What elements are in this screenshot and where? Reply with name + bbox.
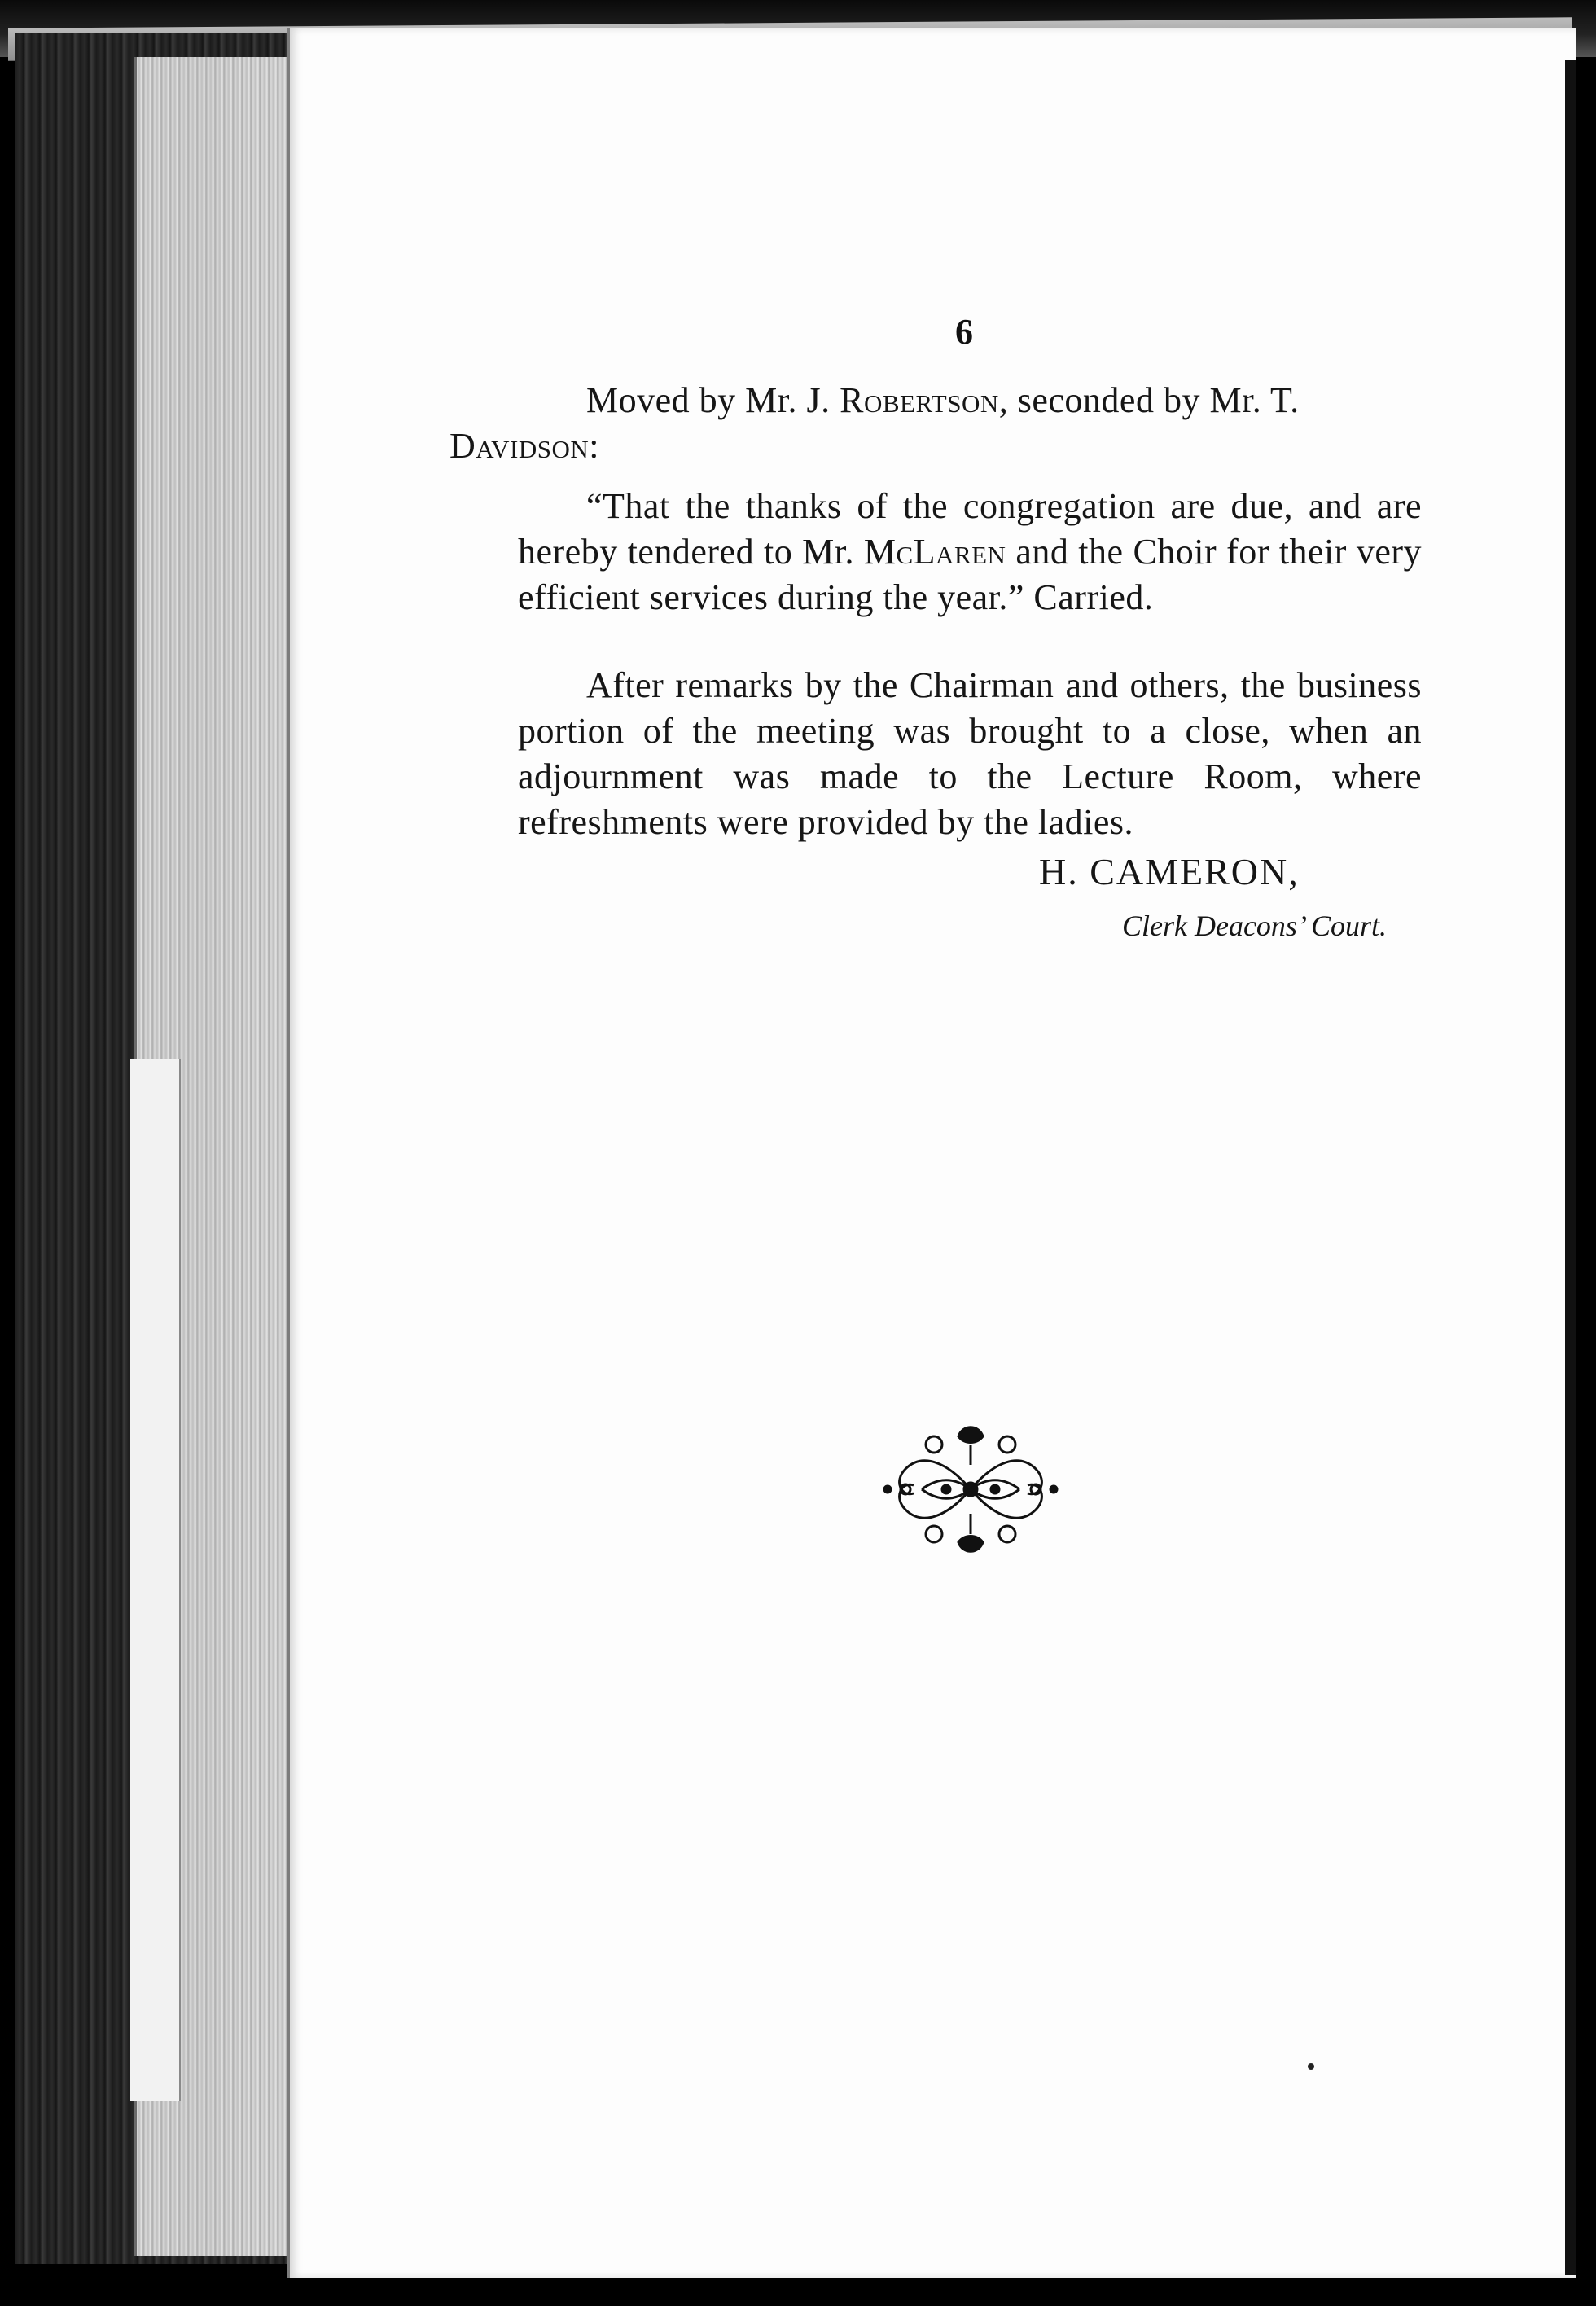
fleuron-ornament-icon bbox=[873, 1420, 1068, 1559]
motion-paragraph bbox=[449, 378, 1422, 469]
resolution-paragraph bbox=[518, 484, 1422, 620]
resolution-part2: and the Choir for their very efficient services during the year.” Carried. bbox=[518, 532, 1423, 617]
signature-name: H. CAMERON, bbox=[1039, 851, 1300, 892]
organist-name: McLaren bbox=[863, 532, 1006, 572]
signature-title: Clerk Deacons’ Court. bbox=[1122, 910, 1387, 942]
motion-lead: Moved by Mr. J. bbox=[586, 380, 840, 420]
document-page bbox=[287, 28, 1576, 2278]
mover-name: Robertson bbox=[840, 380, 999, 420]
remarks-text: After remarks by the Chairman and others, the business portion of the meeting was brought to a close, when an adjournment was made to the Lecture Room, where refreshments were provided by the ladies. bbox=[518, 665, 1422, 842]
resolution-part1: “That the thanks of the congregation are due, and are hereby tendered to Mr. bbox=[518, 486, 1422, 572]
page-number: 6 bbox=[955, 312, 973, 352]
page-right-shadow bbox=[1565, 60, 1576, 2275]
loose-page-sliver bbox=[130, 1059, 181, 2101]
scan-speck bbox=[1308, 2063, 1314, 2070]
motion-middle: , seconded by Mr. T. bbox=[998, 380, 1300, 420]
motion-end: : bbox=[589, 426, 600, 466]
seconder-name: Davidson bbox=[449, 426, 590, 466]
remarks-paragraph bbox=[518, 663, 1422, 845]
